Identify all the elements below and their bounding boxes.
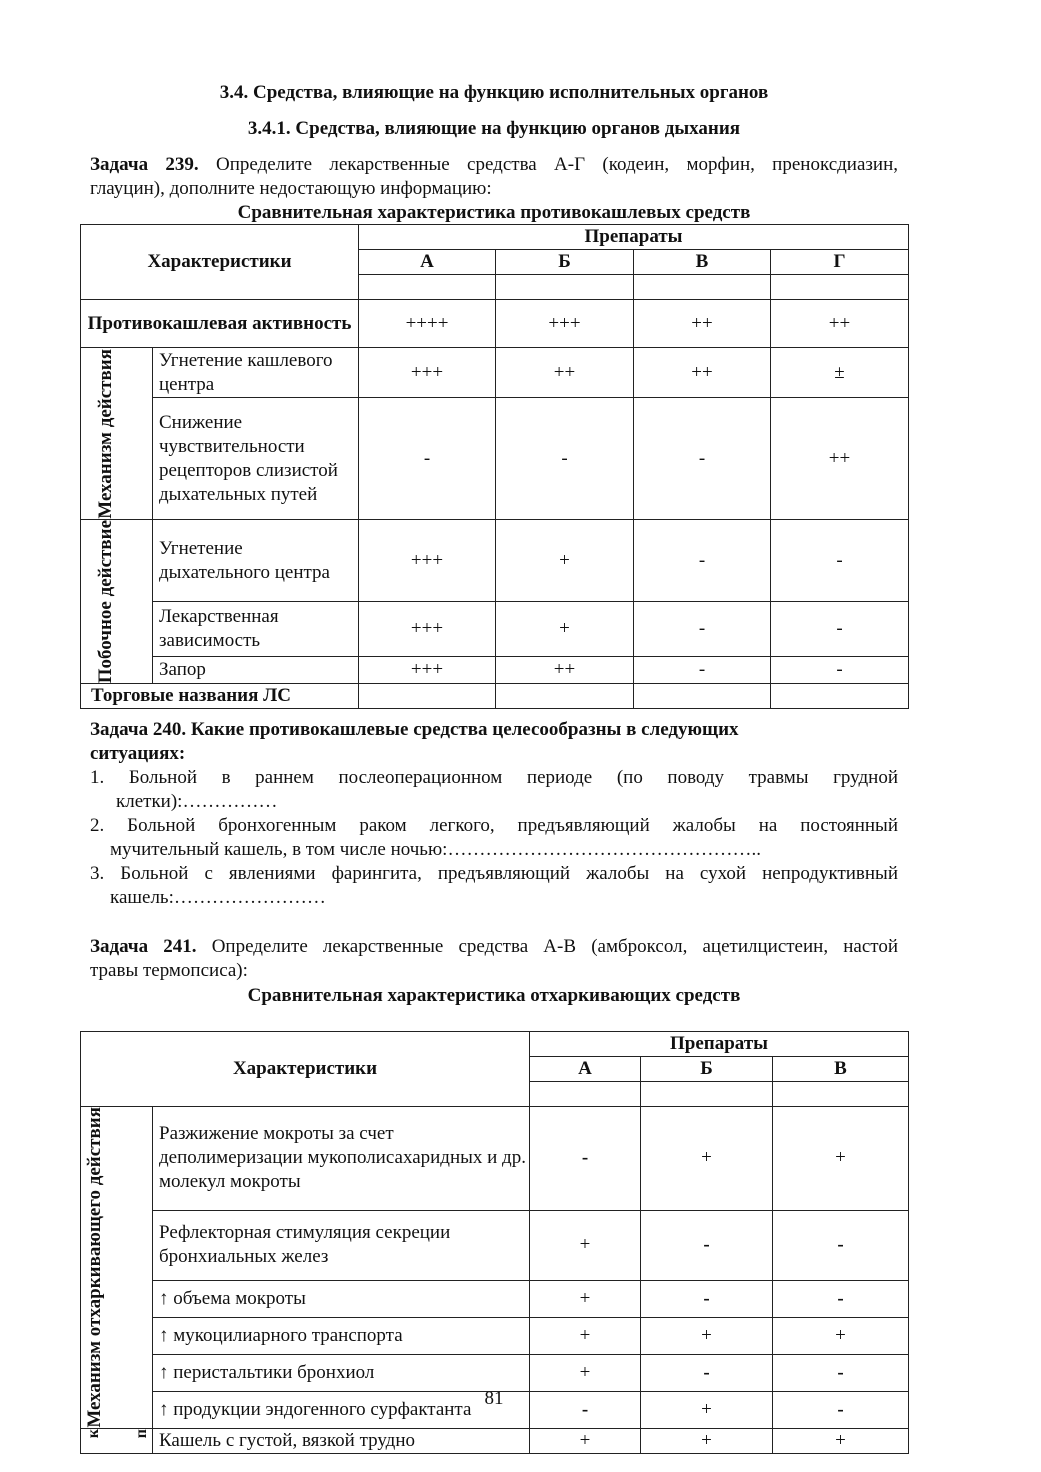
row-label: Снижение чувствительности рецепторов слизистой дыхательных путей	[153, 398, 359, 520]
value-cell: -	[641, 1210, 773, 1280]
task-240-item-3-cont: кашель:……………………	[110, 887, 326, 908]
value-cell: ++	[771, 300, 909, 348]
header-characteristics: Характеристики	[81, 225, 359, 300]
header-col-a: А	[530, 1057, 641, 1082]
value-cell: ++	[634, 348, 771, 398]
section-heading: 3.4. Средства, влияющие на функцию исполнительных органов	[219, 82, 769, 103]
row-label: ↑ перистальтики бронхиол	[153, 1354, 530, 1391]
header-col-v: В	[634, 250, 771, 275]
value-cell: +	[530, 1210, 641, 1280]
header-preparations: Препараты	[530, 1032, 909, 1057]
row-label: Рефлекторная стимуляция секреции бронхиальных желез	[153, 1210, 530, 1280]
header-col-b: Б	[641, 1057, 773, 1082]
value-cell: +	[496, 520, 634, 602]
value-cell: -	[359, 398, 496, 520]
task-240-item-1-cont: клетки):……………	[116, 791, 278, 812]
value-cell: +++	[359, 348, 496, 398]
value-cell: -	[634, 656, 771, 684]
group-letter-p: п	[133, 1428, 150, 1438]
row-label-activity: Противокашлевая активность	[81, 300, 359, 348]
value-cell: +++	[359, 656, 496, 684]
task-241-intro	[90, 935, 898, 983]
value-cell: -	[773, 1210, 909, 1280]
task-240	[90, 718, 898, 910]
group-expectorant-mechanism-label: Механизм отхаркивающего действия	[83, 1107, 105, 1428]
row-label: Запор	[153, 656, 359, 684]
blank-cell	[359, 275, 496, 300]
task-241-line1: Определите лекарственные средства А-В (амброксол, ацетилцистеин, настой	[211, 936, 898, 957]
value-cell: -	[771, 520, 909, 602]
value-cell: ±	[771, 348, 909, 398]
task-240-title-line1: Задача 240. Какие противокашлевые средства целесообразны в следующих	[90, 719, 739, 740]
value-cell: +	[641, 1391, 773, 1428]
page-number: 81	[484, 1388, 504, 1409]
blank-cell	[530, 1082, 641, 1107]
blank-cell	[359, 684, 496, 709]
value-cell: -	[634, 520, 771, 602]
header-characteristics: Характеристики	[81, 1032, 530, 1107]
blank-cell	[771, 684, 909, 709]
task-239-intro	[90, 153, 898, 201]
value-cell: +	[641, 1317, 773, 1354]
task-239-line2: глауцин), дополните недостающую информацию:	[90, 178, 492, 199]
task-240-item-2-cont: мучительный кашель, в том числе ночью:…………………………………………..	[110, 839, 761, 860]
value-cell: -	[641, 1280, 773, 1317]
value-cell: -	[530, 1391, 641, 1428]
blank-cell	[496, 684, 634, 709]
task-240-title-line2: ситуациях:	[90, 743, 186, 764]
value-cell: +	[773, 1317, 909, 1354]
blank-cell	[634, 684, 771, 709]
blank-cell	[773, 1082, 909, 1107]
task-239-label: Задача 239.	[90, 154, 199, 175]
group-side-effects	[81, 520, 153, 684]
value-cell: -	[773, 1391, 909, 1428]
value-cell: +	[773, 1107, 909, 1211]
header-col-b: Б	[496, 250, 634, 275]
value-cell: -	[773, 1280, 909, 1317]
group-mechanism	[81, 348, 153, 520]
group-mechanism-label: Механизм действия	[94, 348, 116, 519]
value-cell: ++	[771, 398, 909, 520]
task-240-item-2: 2. Больной бронхогенным раком легкого, предъявляющий жалобы на постоянный	[90, 815, 898, 836]
row-label: Кашель с густой, вязкой трудно	[153, 1428, 530, 1453]
task-241-line2: травы термопсиса):	[90, 960, 248, 981]
value-cell: -	[634, 602, 771, 656]
value-cell: +	[530, 1317, 641, 1354]
value-cell: -	[771, 656, 909, 684]
row-label: Разжижение мокроты за счет деполимеризации мукополисахаридных и др. молекул мокроты	[153, 1107, 530, 1211]
value-cell: +++	[359, 520, 496, 602]
value-cell: ++++	[359, 300, 496, 348]
value-cell: -	[773, 1354, 909, 1391]
value-cell: +	[773, 1428, 909, 1453]
blank-cell	[771, 275, 909, 300]
task-241-label: Задача 241.	[90, 936, 197, 957]
row-label: Угнетение кашлевого центра	[153, 348, 359, 398]
row-label: ↑ мукоцилиарного транспорта	[153, 1317, 530, 1354]
task-240-item-3: 3. Больной с явлениями фарингита, предъявляющий жалобы на сухой непродуктивный	[90, 863, 898, 884]
value-cell: +	[530, 1354, 641, 1391]
value-cell: -	[641, 1354, 773, 1391]
value-cell: +	[530, 1280, 641, 1317]
group-letter-k: к	[85, 1428, 102, 1438]
value-cell: -	[530, 1107, 641, 1211]
table-241-title: Сравнительная характеристика отхаркивающих средств	[247, 985, 741, 1006]
row-label-trade-names: Торговые названия ЛС	[81, 684, 359, 709]
value-cell: +	[530, 1428, 641, 1453]
subsection-heading: 3.4.1. Средства, влияющие на функцию органов дыхания	[247, 118, 741, 139]
row-label: ↑ продукции эндогенного сурфактанта	[153, 1391, 530, 1428]
blank-cell	[496, 275, 634, 300]
header-col-g: Г	[771, 250, 909, 275]
value-cell: -	[771, 602, 909, 656]
value-cell: +++	[359, 602, 496, 656]
value-cell: ++	[496, 656, 634, 684]
row-label: Лекарственная зависимость	[153, 602, 359, 656]
value-cell: +	[641, 1428, 773, 1453]
header-col-a: А	[359, 250, 496, 275]
group-expectorant-mechanism	[81, 1107, 153, 1429]
value-cell: +	[641, 1107, 773, 1211]
value-cell: -	[634, 398, 771, 520]
value-cell: +++	[496, 300, 634, 348]
antitussive-table	[80, 224, 909, 709]
row-label: Угнетение дыхательного центра	[153, 520, 359, 602]
blank-cell	[641, 1082, 773, 1107]
table-239-title: Сравнительная характеристика противокашлевых средств	[237, 202, 751, 223]
blank-cell	[634, 275, 771, 300]
task-239-line1: Определите лекарственные средства А-Г (кодеин, морфин, преноксдиазин,	[216, 154, 898, 175]
value-cell: +	[496, 602, 634, 656]
value-cell: -	[496, 398, 634, 520]
task-240-item-1: 1. Больной в раннем послеоперационном периоде (по поводу травмы грудной	[90, 767, 898, 788]
header-preparations: Препараты	[359, 225, 909, 250]
header-col-v: В	[773, 1057, 909, 1082]
row-label: ↑ объема мокроты	[153, 1280, 530, 1317]
value-cell: ++	[634, 300, 771, 348]
value-cell: ++	[496, 348, 634, 398]
group-clinical-partial	[81, 1428, 153, 1453]
group-side-effects-label: Побочное действие	[94, 520, 116, 684]
